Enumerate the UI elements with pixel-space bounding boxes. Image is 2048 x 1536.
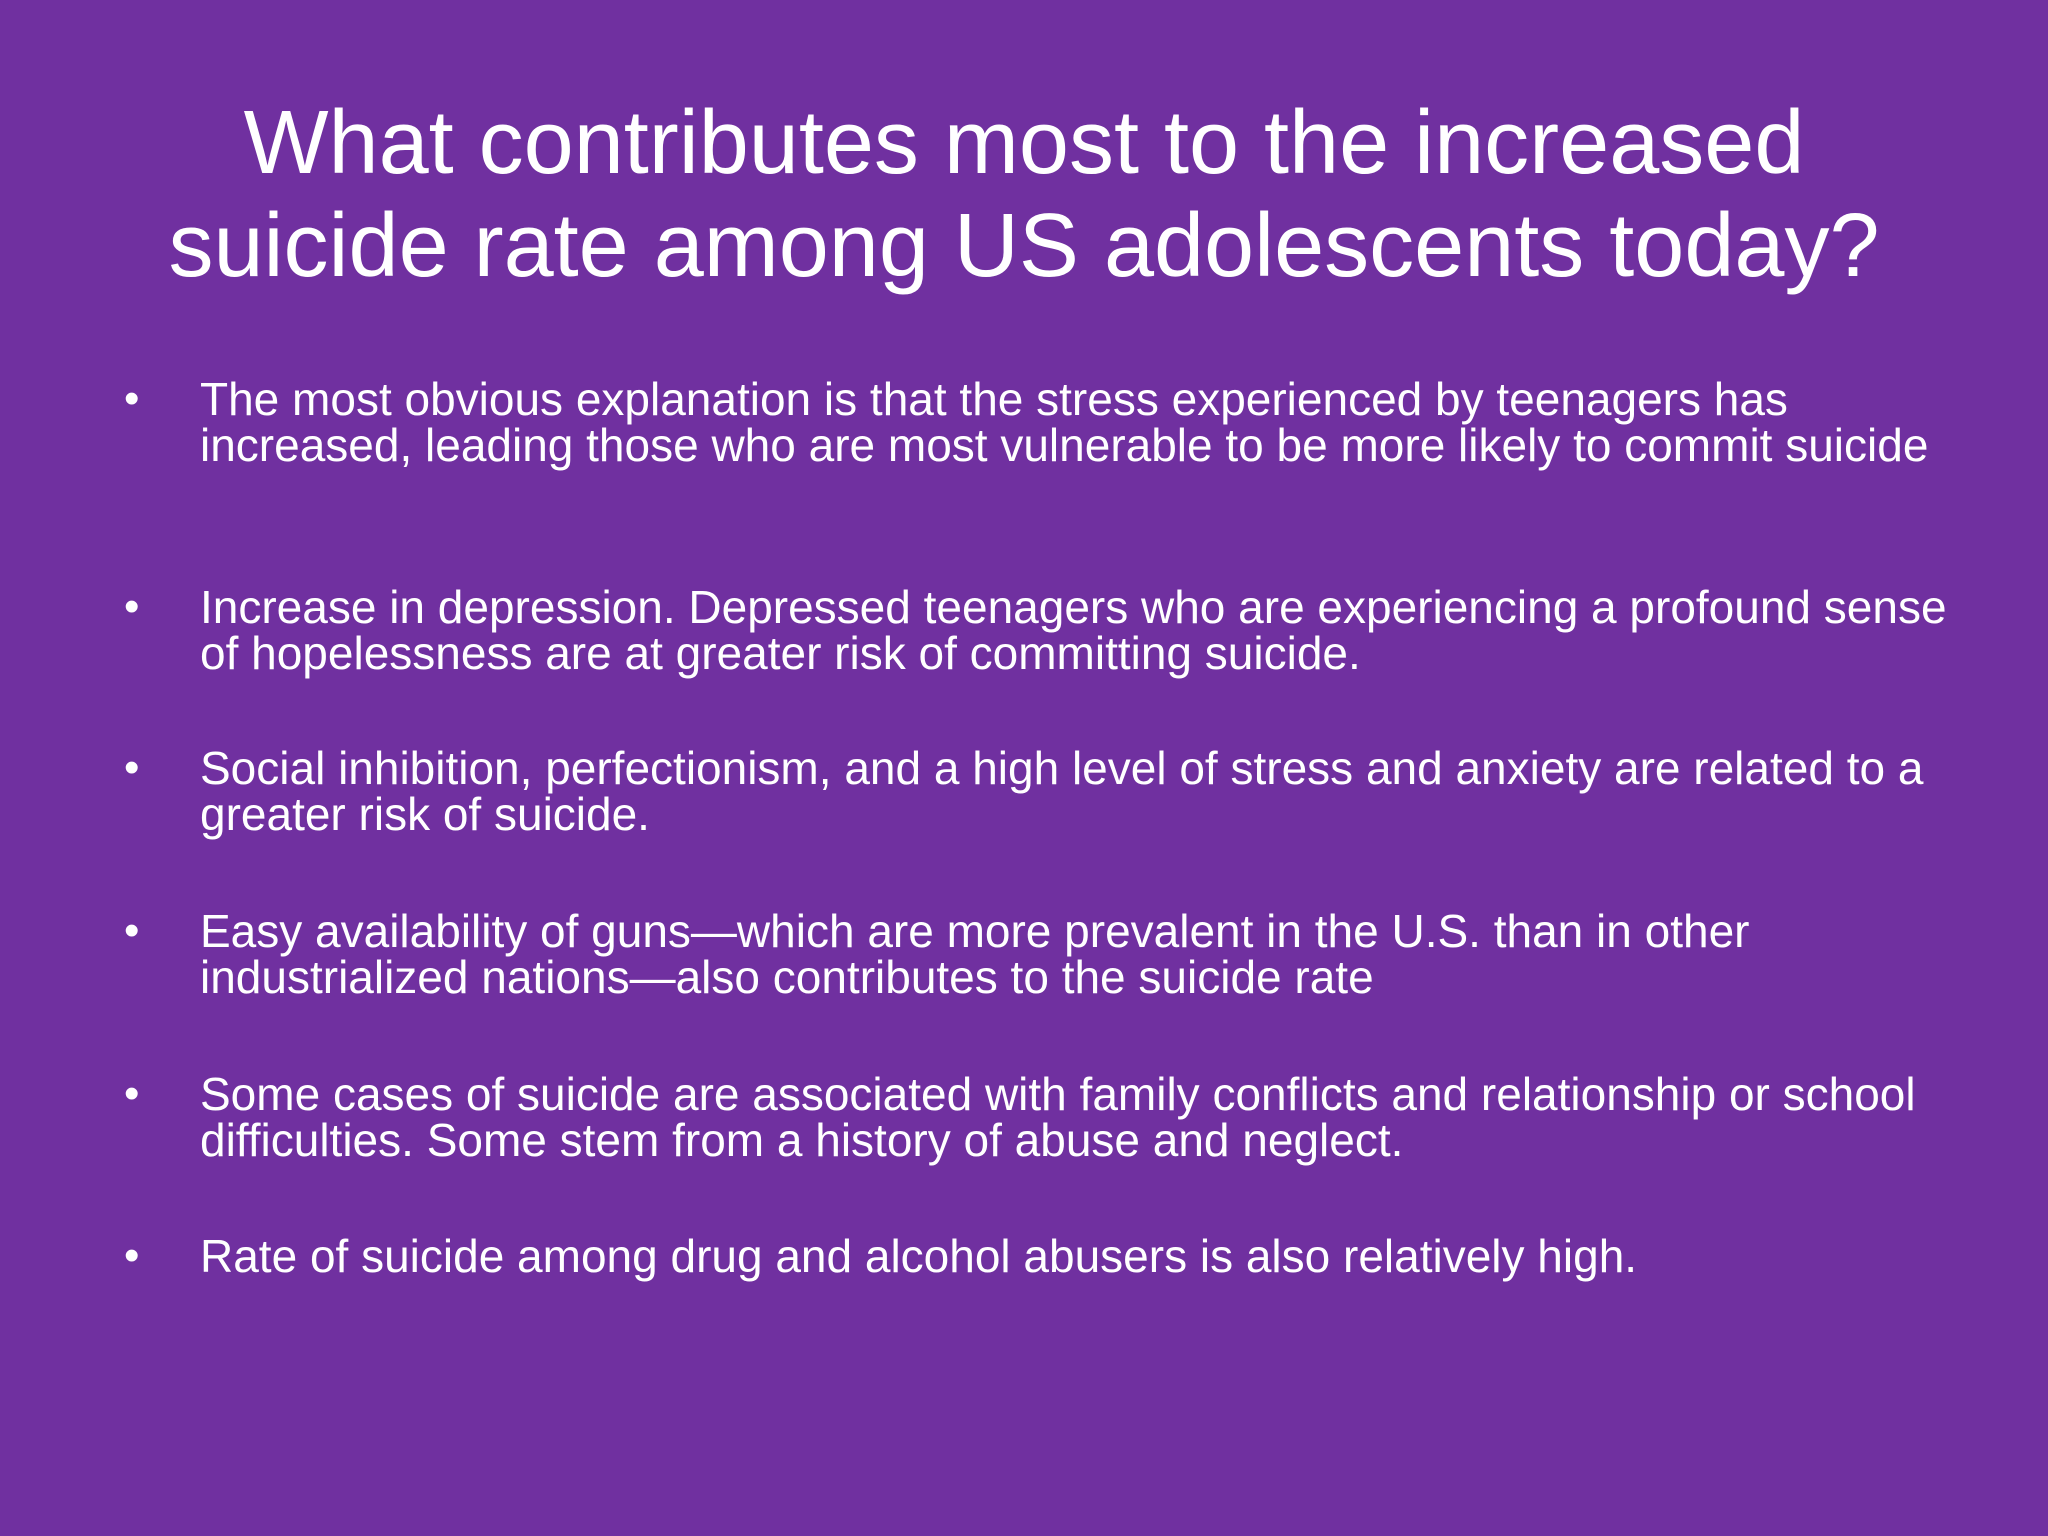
bullet-icon: • [124, 1231, 140, 1280]
bullet-text: Increase in depression. Depressed teenagers who are experiencing a profound sense of hopelessness are at greater risk of committing suicide. [200, 581, 1947, 679]
bullet-icon: • [124, 743, 140, 792]
slide-title-line-1: What contributes most to the increased [243, 93, 1805, 193]
bullet-text: Rate of suicide among drug and alcohol abusers is also relatively high. [200, 1230, 1638, 1282]
bullet-text: Easy availability of guns—which are more prevalent in the U.S. than in other industrialized nations—also contributes to the suicide rate [200, 905, 1750, 1003]
bullet-text: Some cases of suicide are associated with family conflicts and relationship or school difficulties. Some stem from a history of abuse and neglect. [200, 1068, 1916, 1166]
bullet-icon: • [124, 906, 140, 955]
bullet-text: The most obvious explanation is that the stress experienced by teenagers has increased, leading those who are most vulnerable to be more likely to commit suicide [200, 373, 1929, 471]
bullet-text: Social inhibition, perfectionism, and a high level of stress and anxiety are related to a greater risk of suicide. [200, 742, 1924, 840]
bullet-icon: • [124, 1069, 140, 1118]
slide-title [120, 92, 1928, 298]
bullet-icon: • [124, 374, 140, 423]
bullet-icon: • [124, 582, 140, 631]
slide-title-line-2: suicide rate among US adolescents today? [168, 196, 1880, 296]
